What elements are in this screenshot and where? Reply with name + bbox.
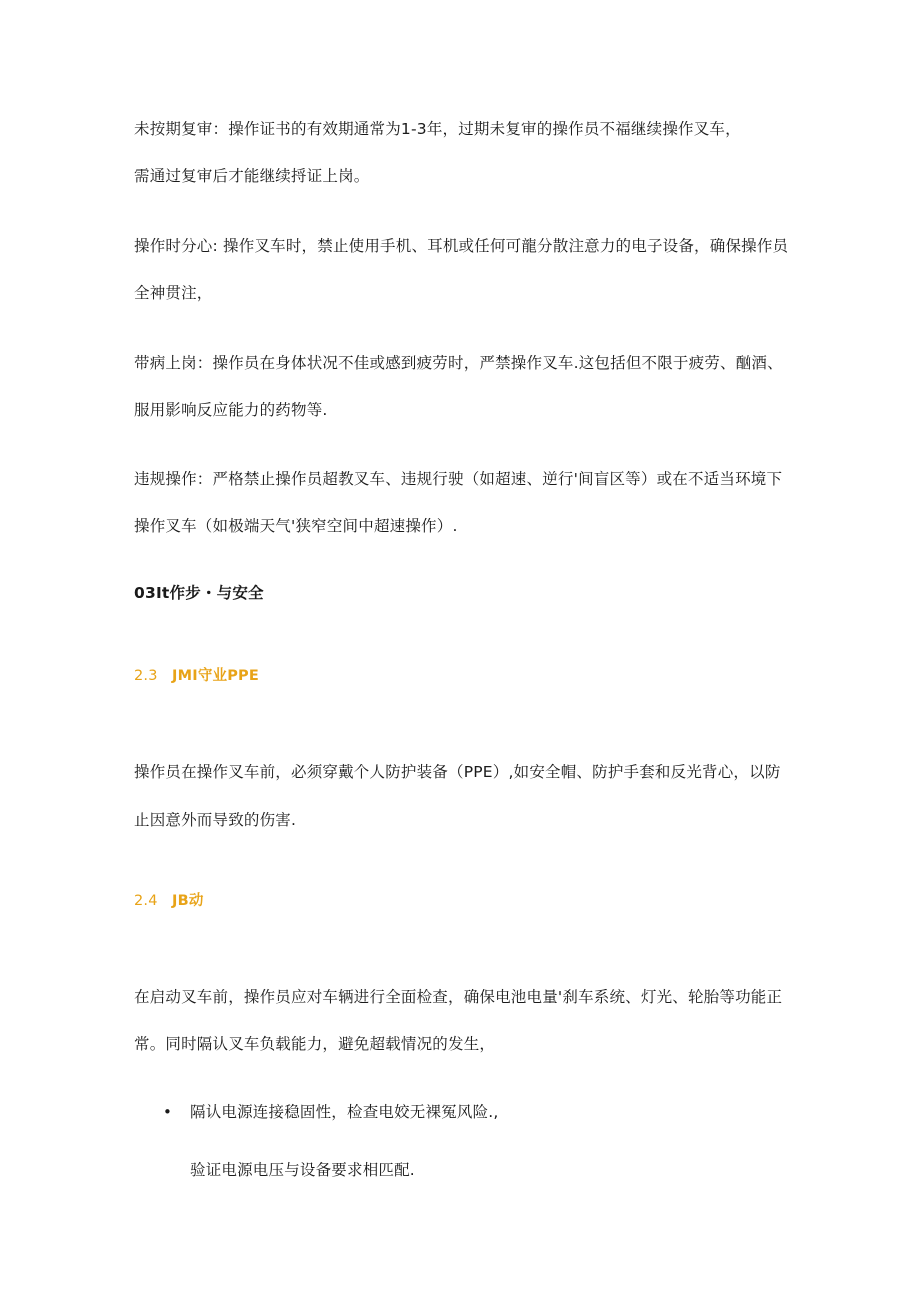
section-heading: 03It作步・与安全 bbox=[134, 584, 264, 602]
paragraph-start-line2: 常。同时隔认叉车负载能力，避免超载情况的发生， bbox=[134, 1035, 496, 1053]
subsection-title: JMI守业PPE bbox=[172, 668, 259, 684]
bullet-item-power-connection: 隔认电源连接稳固性，检查电姣无裸冤风险., bbox=[190, 1103, 499, 1121]
paragraph-ppe-line2: 止因意外而导致的伤害. bbox=[134, 811, 297, 829]
subsection-number: 2.4 bbox=[134, 893, 158, 909]
subsection-number: 2.3 bbox=[134, 668, 158, 684]
subsection-heading-start bbox=[134, 891, 204, 911]
paragraph-illness-line2: 服用影响反应能力的药物等. bbox=[134, 401, 328, 419]
paragraph-distraction-line2: 全神贯注， bbox=[134, 284, 213, 302]
subsection-title: JB动 bbox=[172, 893, 204, 909]
paragraph-ppe-line1: 操作员在操作叉车前，必须穿戴个人防护装备（PPE）,如安全帽、防护手套和反光背心，以防 bbox=[134, 763, 781, 781]
paragraph-violation-line1: 违规操作：严格禁止操作员超教叉车、违规行驶（如超速、逆行'间盲区等）或在不适当环境下 bbox=[134, 470, 783, 488]
bullet-item-voltage: 验证电源电压与设备要求相匹配. bbox=[190, 1161, 415, 1179]
paragraph-review-line2: 需通过复审后才能继续捋证上岗。 bbox=[134, 167, 370, 185]
paragraph-distraction-line1: 操作时分心: 操作叉车时，禁止使用手机、耳机或任何可龍分散注意力的电子设备，确保操作员 bbox=[134, 237, 789, 255]
paragraph-start-line1: 在启动叉车前，操作员应对车辆进行全面检查，确保电池电量'刹车系统、灯光、轮胎等功能正 bbox=[134, 988, 783, 1006]
bullet-marker: • bbox=[163, 1103, 172, 1121]
subsection-heading-ppe bbox=[134, 666, 259, 686]
paragraph-violation-line2: 操作叉车（如极端天气'狭窄空间中超速操作）. bbox=[134, 517, 458, 535]
paragraph-review-line1: 未按期复审：操作证书的有效期通常为1-3年，过期未复审的操作员不福继续操作叉车， bbox=[134, 120, 741, 138]
paragraph-illness-line1: 带病上岗：操作员在身体状况不佳或感到疲劳时，严禁操作叉车.这包括但不限于疲劳、酗酒、 bbox=[134, 354, 783, 372]
